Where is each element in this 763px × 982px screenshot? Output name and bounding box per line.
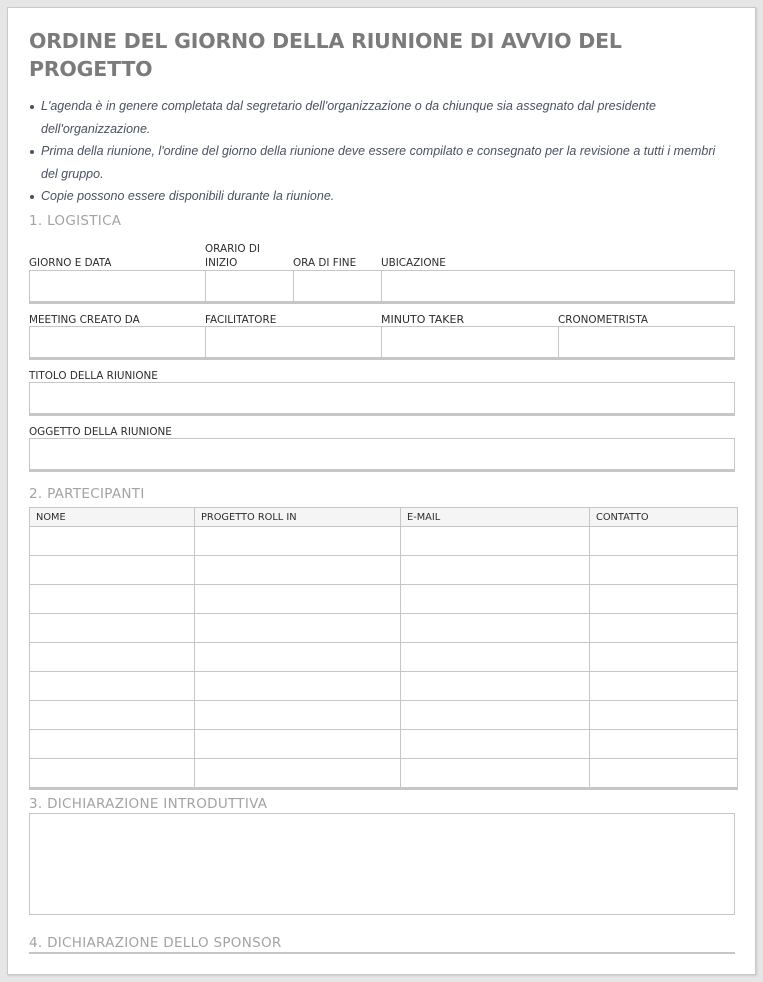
participant-cell-email[interactable]	[401, 556, 590, 585]
participant-cell-project-role[interactable]	[195, 643, 401, 672]
participant-row	[30, 672, 738, 701]
label-meeting-title: TITOLO DELLA RIUNIONE	[29, 370, 158, 382]
document-title: ORDINE DEL GIORNO DELLA RIUNIONE DI AVVIO DEL PROGETTO	[29, 29, 622, 81]
participant-cell-email[interactable]	[401, 730, 590, 759]
participants-table	[29, 507, 738, 790]
participant-cell-name[interactable]	[30, 730, 195, 759]
participant-cell-email[interactable]	[401, 614, 590, 643]
participant-cell-contact[interactable]	[590, 759, 738, 789]
participant-cell-contact[interactable]	[590, 672, 738, 701]
participant-cell-contact[interactable]	[590, 585, 738, 614]
logistics-row-1	[29, 270, 735, 304]
section-heading-introduction: 3. DICHIARAZIONE INTRODUTTIVA	[29, 796, 268, 812]
participant-cell-project-role[interactable]	[195, 527, 401, 556]
participant-cell-email[interactable]	[401, 585, 590, 614]
participant-cell-contact[interactable]	[590, 527, 738, 556]
start-time-field[interactable]	[206, 271, 294, 301]
instruction-item: Prima della riunione, l'ordine del giorno della riunione deve essere compilato e consegnato per la revisione a tutti i membri del gruppo.	[29, 140, 729, 185]
instruction-item: Copie possono essere disponibili durante la riunione.	[29, 185, 729, 208]
column-header-email: E-MAIL	[401, 508, 590, 527]
column-header-project-role: PROGETTO ROLL IN	[195, 508, 401, 527]
participant-cell-contact[interactable]	[590, 730, 738, 759]
timekeeper-field[interactable]	[559, 327, 734, 357]
introduction-field[interactable]	[29, 813, 735, 915]
logistics-row-2	[29, 326, 735, 360]
participant-cell-email[interactable]	[401, 643, 590, 672]
label-meeting-created-by: MEETING CREATO DA	[29, 314, 140, 326]
participant-cell-email[interactable]	[401, 527, 590, 556]
participants-body	[30, 527, 738, 789]
participant-row	[30, 759, 738, 789]
participant-cell-project-role[interactable]	[195, 556, 401, 585]
label-location: UBICAZIONE	[381, 257, 446, 269]
label-minute-taker: MINUTO TAKER	[381, 313, 465, 326]
label-meeting-subject: OGGETTO DELLA RIUNIONE	[29, 426, 172, 438]
participant-row	[30, 730, 738, 759]
location-field[interactable]	[382, 271, 734, 301]
participants-header-row	[30, 508, 738, 527]
participant-row	[30, 643, 738, 672]
label-facilitator: FACILITATORE	[205, 314, 277, 326]
section-heading-sponsor	[29, 935, 735, 954]
participant-cell-name[interactable]	[30, 672, 195, 701]
column-header-contact: CONTATTO	[590, 508, 738, 527]
participant-cell-name[interactable]	[30, 556, 195, 585]
participant-cell-email[interactable]	[401, 672, 590, 701]
section-heading-participants: 2. PARTECIPANTI	[29, 486, 145, 502]
participant-row	[30, 614, 738, 643]
instruction-item: L'agenda è in genere completata dal segretario dell'organizzazione o da chiunque sia assegnato dal presidente dell'organizzazione.	[29, 95, 729, 140]
meeting-subject-field[interactable]	[29, 438, 735, 472]
column-header-name: NOME	[30, 508, 195, 527]
participant-cell-project-role[interactable]	[195, 614, 401, 643]
day-date-field[interactable]	[30, 271, 206, 301]
participant-row	[30, 585, 738, 614]
meeting-created-by-field[interactable]	[30, 327, 206, 357]
participant-cell-contact[interactable]	[590, 643, 738, 672]
participant-cell-name[interactable]	[30, 614, 195, 643]
participant-cell-contact[interactable]	[590, 614, 738, 643]
label-day-date: GIORNO E DATA	[29, 257, 112, 269]
participant-cell-email[interactable]	[401, 701, 590, 730]
meeting-subject-value[interactable]	[30, 439, 734, 469]
label-timekeeper: CRONOMETRISTA	[558, 314, 649, 326]
minute-taker-field[interactable]	[382, 327, 559, 357]
participant-cell-name[interactable]	[30, 643, 195, 672]
document-page	[7, 7, 756, 975]
meeting-title-field[interactable]	[29, 382, 735, 416]
participant-cell-name[interactable]	[30, 701, 195, 730]
participant-cell-name[interactable]	[30, 527, 195, 556]
participant-cell-project-role[interactable]	[195, 730, 401, 759]
facilitator-field[interactable]	[206, 327, 382, 357]
instructions-list	[29, 95, 729, 208]
section-heading-sponsor-text: 4. DICHIARAZIONE DELLO SPONSOR	[29, 935, 282, 951]
participant-cell-project-role[interactable]	[195, 701, 401, 730]
label-end-time: ORA DI FINE	[293, 257, 357, 269]
end-time-field[interactable]	[294, 271, 382, 301]
participant-cell-contact[interactable]	[590, 556, 738, 585]
participant-row	[30, 556, 738, 585]
meeting-title-value[interactable]	[30, 383, 734, 413]
participant-cell-name[interactable]	[30, 759, 195, 789]
participant-cell-contact[interactable]	[590, 701, 738, 730]
participant-row	[30, 701, 738, 730]
participant-cell-project-role[interactable]	[195, 585, 401, 614]
label-start-time: ORARIO DI INIZIO	[205, 243, 260, 269]
participant-row	[30, 527, 738, 556]
participant-cell-name[interactable]	[30, 585, 195, 614]
participant-cell-email[interactable]	[401, 759, 590, 789]
participant-cell-project-role[interactable]	[195, 759, 401, 789]
section-heading-logistics: 1. LOGISTICA	[29, 213, 122, 229]
participant-cell-project-role[interactable]	[195, 672, 401, 701]
